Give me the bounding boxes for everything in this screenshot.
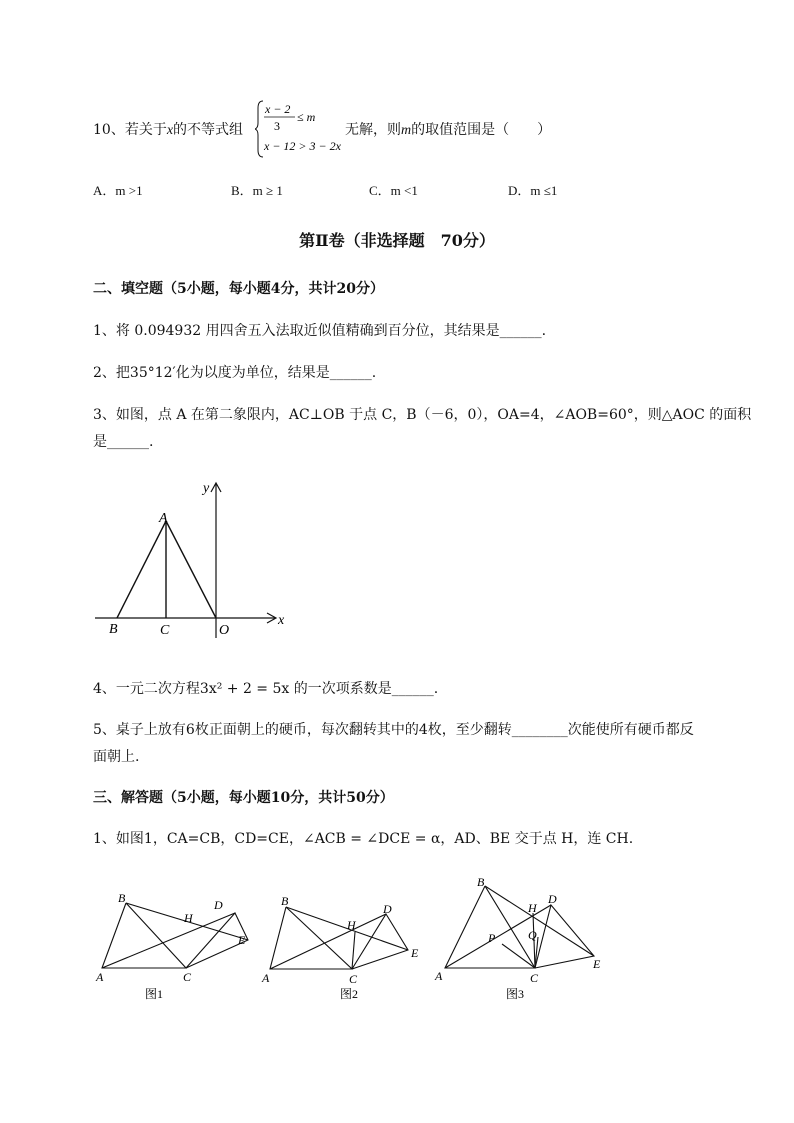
question-10 xyxy=(93,119,243,139)
fig1-caption: 图1 xyxy=(145,987,164,1001)
figure-1 xyxy=(102,903,248,968)
fill-q2: 2、把35°12′化为以度为单位，结果是______. xyxy=(93,365,377,381)
q10-var-m: m xyxy=(401,123,412,138)
q10-suffix-b: 的取值范围是（ ） xyxy=(411,122,552,138)
fill-q5-line1: 5、桌子上放有6枚正面朝上的硬币，每次翻转其中的4枚，至少翻转________次能使所有硬币都反 xyxy=(93,722,694,738)
option-b: B．m ≥ 1 xyxy=(231,183,283,198)
ineq1-denominator: 3 xyxy=(274,119,280,133)
fig3-label-h: H xyxy=(528,901,537,915)
q10-mid: 的不等式组 xyxy=(173,122,244,138)
fig3-label-a: A xyxy=(435,969,443,983)
fig3-label-q: Q xyxy=(528,928,537,942)
fig2-label-e: E xyxy=(411,946,419,960)
fig2-label-d: D xyxy=(383,902,392,916)
label-o: O xyxy=(219,623,230,638)
ineq2: x − 12 > 3 − 2x xyxy=(264,139,341,153)
fill-q3-line1: 3、如图，点 A 在第二象限内，AC⊥OB 于点 C，B（－6，0），OA=4，∠AOB=60°，则△AOC 的面积 xyxy=(93,407,752,423)
fig2-caption: 图2 xyxy=(340,987,359,1001)
fill-q4: 4、一元二次方程3x² + 2 = 5x 的一次项系数是______. xyxy=(93,681,439,697)
segment-ao xyxy=(166,521,216,618)
fig3-caption: 图3 xyxy=(506,987,525,1001)
q10-suffix-a: 无解，则 xyxy=(345,122,401,138)
part2-title: 第Ⅱ卷（非选择题 70分） xyxy=(299,231,495,250)
fill-blank-header: 二、填空题（5小题，每小题4分，共计20分） xyxy=(93,281,384,297)
fig3-label-c: C xyxy=(530,971,539,985)
fig3-label-p: P xyxy=(488,931,496,945)
fig3-label-e: E xyxy=(593,957,601,971)
label-x: x xyxy=(278,613,285,628)
ineq1-numerator: x − 2 xyxy=(265,102,291,116)
q10-prefix: 10、若关于 xyxy=(93,122,167,138)
fig1-label-d: D xyxy=(214,898,223,912)
figure-2 xyxy=(270,907,408,969)
fig2-label-h: H xyxy=(347,918,356,932)
figure-3 xyxy=(445,886,594,968)
ineq1-relation: ≤ m xyxy=(297,110,316,124)
label-y: y xyxy=(203,481,210,496)
label-c: C xyxy=(160,623,170,638)
fig1-label-b: B xyxy=(118,891,126,905)
option-d: D．m ≤1 xyxy=(508,183,558,198)
fig1-label-e: E xyxy=(238,933,246,947)
label-b: B xyxy=(109,622,118,637)
solve-header: 三、解答题（5小题，每小题10分，共计50分） xyxy=(93,790,394,806)
fig1-label-a: A xyxy=(96,970,104,984)
fig1-label-h: H xyxy=(184,911,193,925)
segment-ab xyxy=(117,521,166,618)
option-c: C．m <1 xyxy=(369,183,418,198)
brace-icon xyxy=(255,101,263,157)
q10-suffix xyxy=(345,119,551,139)
fig3-label-b: B xyxy=(477,875,485,889)
fill-q5-line2: 面朝上. xyxy=(93,749,140,765)
option-a: A．m >1 xyxy=(93,183,143,198)
q3-figure xyxy=(95,478,295,643)
fig2-label-c: C xyxy=(349,972,358,986)
fig2-label-a: A xyxy=(262,971,270,985)
solve-q1: 1、如图1，CA=CB，CD=CE，∠ACB = ∠DCE = α，AD、BE 交于点 H，连 CH. xyxy=(93,831,634,847)
label-a: A xyxy=(159,511,168,526)
bottom-figures xyxy=(90,870,620,1010)
fill-q3-line2: 是______. xyxy=(93,434,154,450)
fig3-label-d: D xyxy=(548,892,557,906)
q10-var-x: x xyxy=(166,123,174,138)
fig2-label-b: B xyxy=(281,894,289,908)
fill-q1: 1、将 0.094932 用四舍五入法取近似值精确到百分位，其结果是______. xyxy=(93,323,547,339)
fig1-label-c: C xyxy=(183,970,192,984)
